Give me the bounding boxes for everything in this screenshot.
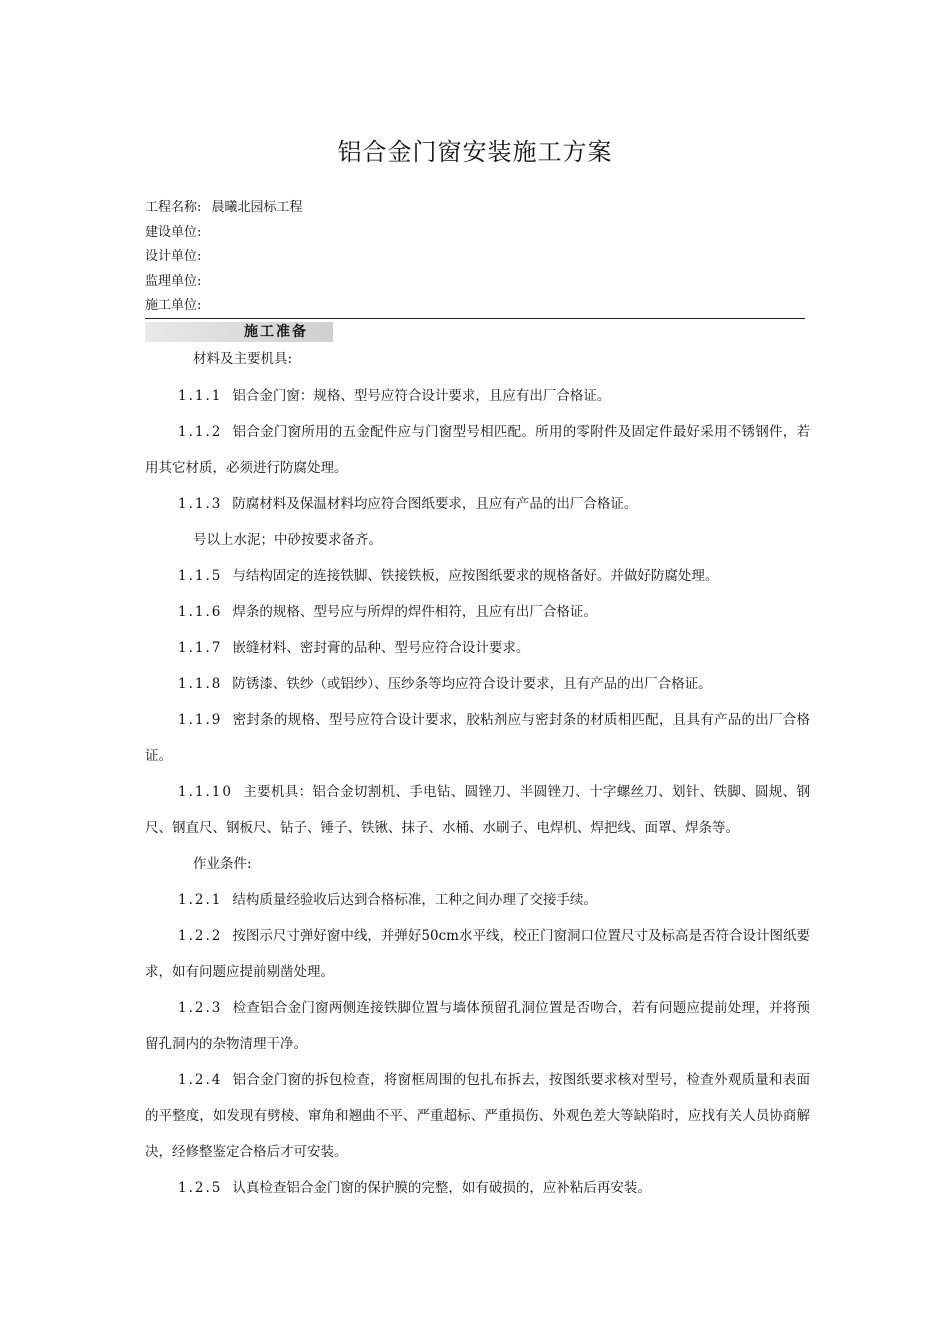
clause-number: 1.1.8 [178,676,223,692]
clause-cement-fragment [145,522,810,558]
clause-number: 1.2.4 [178,1072,223,1088]
info-project-name [145,196,303,221]
info-label: 设计单位: [145,249,202,264]
clause-number: 1.2.1 [178,892,223,908]
clause-1-2-1 [145,882,810,918]
clause-1-1-3 [145,486,810,522]
clause-text: 防锈漆、铁纱（或铝纱）、压纱条等均应符合设计要求，且有产品的出厂合格证。 [232,676,712,692]
info-label: 工程名称: [145,200,202,215]
info-label: 建设单位: [145,224,202,240]
clause-number: 1.2.3 [178,1000,223,1016]
info-value: 晨曦北园标工程 [211,200,303,215]
clause-text: 铝合金门窗：规格、型号应符合设计要求，且应有出厂合格证。 [232,388,611,404]
clause-text: 结构质量经验收后达到合格标准，工种之间办理了交接手续。 [232,892,597,908]
clause-1-1-5 [145,558,810,594]
clause-text: 防腐材料及保温材料均应符合图纸要求，且应有产品的出厂合格证。 [232,496,638,512]
clause-text: 与结构固定的连接铁脚、铁接铁板，应按图纸要求的规格备好。并做好防腐处理。 [232,568,719,584]
clause-number: 1.1.7 [178,640,223,656]
clause-1-1-2 [145,414,810,486]
info-label: 监理单位: [145,273,202,289]
info-construction-unit [145,221,303,246]
clause-number: 1.1.10 [178,784,233,800]
clause-text: 主要机具：铝合金切割机、手电钻、圆锉刀、半圆锉刀、十字螺丝刀、划针、铁脚、圆规、钢尺、钢直尺、钢板尺、钻子、锤子、铁锹、抹子、水桶、水刷子、电焊机、焊把线、面罩、焊条等。 [145,784,810,836]
document-body [145,346,810,1206]
clause-number: 1.1.2 [178,424,223,440]
clause-1-1-9 [145,702,810,774]
clause-1-1-10 [145,774,810,846]
clause-text: 号以上水泥；中砂按要求备齐。 [193,532,382,548]
clause-1-2-2 [145,918,810,990]
clause-1-1-6 [145,594,810,630]
project-info [145,196,303,319]
info-contractor-unit [145,294,303,319]
clause-number: 1.2.2 [178,928,223,944]
clause-number: 1.1.9 [178,712,223,728]
clause-1-2-5 [145,1170,810,1206]
info-label: 施工单位: [145,298,202,313]
clause-text: 按图示尺寸弹好窗中线，并弹好50cm水平线，校正门窗洞口位置尺寸及标高是否符合设计图纸要求，如有问题应提前剔凿处理。 [145,928,810,980]
clause-text: 嵌缝材料、密封膏的品种、型号应符合设计要求。 [232,640,530,656]
clause-text: 认真检查铝合金门窗的保护膜的完整，如有破损的，应补粘后再安装。 [232,1180,651,1196]
clause-number: 1.2.5 [178,1180,223,1196]
clause-number: 1.1.6 [178,604,223,620]
clause-1-2-3 [145,990,810,1062]
header-divider [145,318,805,319]
subheading-materials: 材料及主要机具: [193,351,293,367]
clause-number: 1.1.3 [178,496,223,512]
clause-text: 密封条的规格、型号应符合设计要求，胶粘剂应与密封条的材质相匹配，且具有产品的出厂合格证。 [145,712,810,764]
document-title: 铝合金门窗安装施工方案 [337,138,613,166]
clause-1-1-7 [145,630,810,666]
clause-text: 焊条的规格、型号应与所焊的焊件相符，且应有出厂合格证。 [232,604,597,620]
section-heading: 施工准备 [244,324,308,340]
clause-1-1-8 [145,666,810,702]
clause-text: 铝合金门窗所用的五金配件应与门窗型号相匹配。所用的零附件及固定件最好采用不锈钢件，若用其它材质，必须进行防腐处理。 [145,424,810,476]
clause-1-2-4 [145,1062,810,1170]
subheading-conditions: 作业条件: [193,856,252,872]
clause-text: 检查铝合金门窗两侧连接铁脚位置与墙体预留孔洞位置是否吻合，若有问题应提前处理，并将预留孔洞内的杂物清理干净。 [145,1000,810,1052]
clause-number: 1.1.5 [178,568,223,584]
clause-1-1-1 [145,378,810,414]
info-design-unit [145,245,303,270]
clause-number: 1.1.1 [178,388,223,404]
info-supervision-unit [145,270,303,295]
clause-text: 铝合金门窗的拆包检查，将窗框周围的包扎布拆去，按图纸要求核对型号，检查外观质量和表面的平整度，如发现有劈棱、窜角和翘曲不平、严重超标、严重损伤、外观色差大等缺陷时，应找有关人员协商解决，经修整鉴定合格后才可安装。 [145,1072,810,1160]
